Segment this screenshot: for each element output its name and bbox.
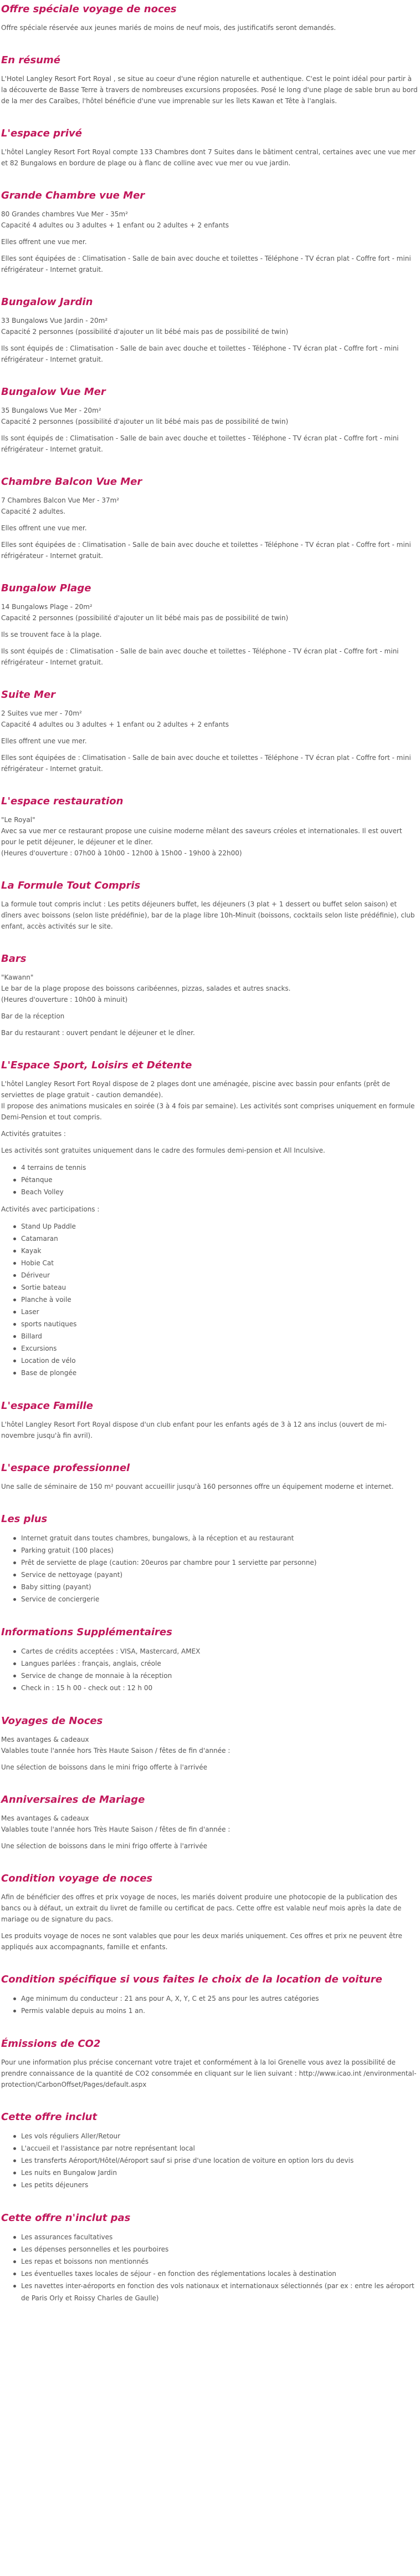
section-emissions-de-co2 xyxy=(1,2037,419,2090)
list-item: Les nuits en Bungalow Jardin xyxy=(13,2167,419,2179)
section-cette-offre-inclut xyxy=(1,2110,419,2191)
section-paragraph: Une sélection de boissons dans le mini frigo offerte à l'arrivée xyxy=(1,1763,208,1771)
section-bungalow-vue-mer xyxy=(1,385,419,455)
list-item: Cartes de crédits acceptées : VISA, Mastercard, AMEX xyxy=(13,1645,419,1657)
list-item: L'accueil et l'assistance par notre représentant local xyxy=(13,2142,419,2154)
list-item: Dériveur xyxy=(13,1269,419,1281)
section-l-espace-famille xyxy=(1,1399,419,1441)
section-paragraph: Ils sont équipés de : Climatisation - Salle de bain avec douche et toilettes - Téléphone - TV écran plat - Coffre fort - mini réfrigérateur - Internet gratuit. xyxy=(1,647,399,666)
section-suite-mer xyxy=(1,688,419,774)
bullet-list xyxy=(13,2130,419,2191)
section-paragraph: 7 Chambres Balcon Vue Mer - 37m² Capacité 2 adultes. xyxy=(1,496,120,515)
section-heading: Informations Supplémentaires xyxy=(1,1626,172,1638)
section-paragraph: Elles sont équipées de : Climatisation - Salle de bain avec douche et toilettes - Téléphone - TV écran plat - Coffre fort - mini réfrigérateur - Internet gratuit. xyxy=(1,754,411,773)
section-paragraph: Pour une information plus précise concernant votre trajet et conformément à la loi Grenelle vous avez la possibilité de prendre connaissance de la quantité de CO2 consommée en cliquant sur le lien suivant : http://www.icao.int /environmental-protection/CarbonOffset/Pages/default.aspx xyxy=(1,2058,417,2088)
section-heading: Condition voyage de noces xyxy=(1,1873,153,1884)
list-item: Les éventuelles taxes locales de séjour - en fonction des réglementations locales à destination xyxy=(13,2268,419,2280)
section-condition-voyage-de-noces xyxy=(1,1872,419,1953)
list-item: 4 terrains de tennis xyxy=(13,1162,419,1174)
section-heading: Anniversaires de Mariage xyxy=(1,1794,145,1806)
bullet-list xyxy=(13,1162,419,1198)
section-heading: Suite Mer xyxy=(1,689,56,701)
list-item: Location de vélo xyxy=(13,1355,419,1367)
section-heading: Bungalow Jardin xyxy=(1,296,93,308)
list-item: Laser xyxy=(13,1306,419,1318)
section-paragraph: Elles offrent une vue mer. xyxy=(1,524,87,532)
section-heading: L'espace Famille xyxy=(1,1400,93,1412)
section-paragraph: L'hôtel Langley Resort Fort Royal dispose de 2 plages dont une aménagée, piscine avec bassin pour enfants (prêt de serviettes de plage gratuit - caution demandée). Il propose des animations musicales en soirée (3 à 4 fois par semaine). Les activités sont comprises uniquement en formule Demi-Pension et tout compris. xyxy=(1,1080,415,1121)
section-offre-speciale-voyage-de-noces xyxy=(1,2,419,33)
section-paragraph: Mes avantages & cadeaux Valables toute l'année hors Très Haute Saison / fêtes de fin d'année : xyxy=(1,1814,231,1833)
section-condition-specifique-si-vous-faites-le-choix-de-la-location-de-voiture xyxy=(1,1972,419,2017)
list-item: sports nautiques xyxy=(13,1318,419,1330)
list-item: Prêt de serviette de plage (caution: 20euros par chambre pour 1 serviette par personne) xyxy=(13,1556,419,1569)
section-paragraph: 2 Suites vue mer - 70m² Capacité 4 adultes ou 3 adultes + 1 enfant ou 2 adultes + 2 enfants xyxy=(1,709,229,728)
list-item: Permis valable depuis au moins 1 an. xyxy=(13,2005,419,2017)
section-paragraph: Les activités sont gratuites uniquement dans le cadre des formules demi-pension et All Inculsive. xyxy=(1,1147,325,1154)
section-heading: Condition spécifique si vous faites le choix de la location de voiture xyxy=(1,1974,382,1985)
section-heading: Bungalow Plage xyxy=(1,582,91,594)
bullet-list xyxy=(13,1532,419,1605)
section-paragraph: Une salle de séminaire de 150 m² pouvant accueillir jusqu'à 160 personnes offre un équipement moderne et internet. xyxy=(1,1483,394,1490)
list-item: Billard xyxy=(13,1330,419,1342)
section-l-espace-prive xyxy=(1,126,419,169)
bullet-list xyxy=(13,1992,419,2017)
section-en-resume xyxy=(1,53,419,107)
section-heading: L'espace professionnel xyxy=(1,1462,130,1474)
list-item: Service de conciergerie xyxy=(13,1593,419,1605)
section-paragraph: Ils se trouvent face à la plage. xyxy=(1,631,102,638)
section-heading: Cette offre inclut xyxy=(1,2111,98,2123)
section-la-formule-tout-compris xyxy=(1,879,419,932)
section-bungalow-jardin xyxy=(1,295,419,365)
section-paragraph: Mes avantages & cadeaux Valables toute l'année hors Très Haute Saison / fêtes de fin d'année : xyxy=(1,1736,231,1754)
section-paragraph: Une sélection de boissons dans le mini frigo offerte à l'arrivée xyxy=(1,1842,208,1850)
section-paragraph: La formule tout compris inclut : Les petits déjeuners buffet, les déjeuners (3 plat + 1 dessert ou buffet selon saison) et dîners avec boissons (selon liste prédéfinie), bar de la plage libre 10h-Minuit (boissons, cocktails selon liste prédéfinie), club enfant, accès activités sur le site. xyxy=(1,900,415,930)
section-heading: L'Espace Sport, Loisirs et Détente xyxy=(1,1059,192,1071)
list-item: Internet gratuit dans toutes chambres, bungalows, à la réception et au restaurant xyxy=(13,1532,419,1544)
section-heading: Bars xyxy=(1,953,27,965)
section-heading: Grande Chambre vue Mer xyxy=(1,190,145,201)
section-paragraph: Ils sont équipés de : Climatisation - Salle de bain avec douche et toilettes - Téléphone - TV écran plat - Coffre fort - mini réfrigérateur - Internet gratuit. xyxy=(1,434,399,453)
list-item: Hobie Cat xyxy=(13,1257,419,1269)
list-item: Les assurances facultatives xyxy=(13,2231,419,2243)
section-paragraph: Activités avec participations : xyxy=(1,1205,100,1213)
list-item: Les vols réguliers Aller/Retour xyxy=(13,2130,419,2142)
list-item: Parking gratuit (100 places) xyxy=(13,1544,419,1556)
list-item: Service de change de monnaie à la réception xyxy=(13,1670,419,1682)
section-grande-chambre-vue-mer xyxy=(1,189,419,275)
section-anniversaires-de-mariage xyxy=(1,1793,419,1852)
section-heading: L'espace privé xyxy=(1,128,82,139)
list-item: Stand Up Paddle xyxy=(13,1220,419,1233)
section-paragraph: Elles offrent une vue mer. xyxy=(1,238,87,246)
bullet-list xyxy=(13,1220,419,1379)
list-item: Service de nettoyage (payant) xyxy=(13,1569,419,1581)
section-paragraph: L'Hotel Langley Resort Fort Royal , se situe au coeur d'une région naturelle et authentique. C'est le point idéal pour partir à la découverte de Basse Terre à travers de nombreuses excursions proposées. Posé le long d'une plage de sable brun au bord de la mer des Caraïbes, l'hôtel bénéficie d'une vue imprenable sur les îlets Kawan et Tête à l'anglais. xyxy=(1,75,418,105)
section-paragraph: Les produits voyage de noces ne sont valables que pour les deux mariés uniquement. Ces offres et prix ne peuvent être appliqués aux accompagnants, famille et enfants. xyxy=(1,1932,402,1951)
list-item: Sortie bateau xyxy=(13,1281,419,1294)
list-item: Les petits déjeuners xyxy=(13,2179,419,2191)
section-paragraph: Elles sont équipées de : Climatisation - Salle de bain avec douche et toilettes - Téléphone - TV écran plat - Coffre fort - mini réfrigérateur - Internet gratuit. xyxy=(1,255,411,273)
section-heading: Chambre Balcon Vue Mer xyxy=(1,476,142,488)
section-voyages-de-noces xyxy=(1,1714,419,1773)
section-paragraph: Bar du restaurant : ouvert pendant le déjeuner et le dîner. xyxy=(1,1029,195,1037)
bullet-list xyxy=(13,1645,419,1694)
section-bars xyxy=(1,952,419,1038)
list-item: Les dépenses personnelles et les pourboires xyxy=(13,2243,419,2255)
section-paragraph: Activités gratuites : xyxy=(1,1130,66,1138)
section-paragraph: Elles offrent une vue mer. xyxy=(1,737,87,745)
section-paragraph: Bar de la réception xyxy=(1,1012,65,1020)
section-heading: Voyages de Noces xyxy=(1,1715,103,1727)
section-chambre-balcon-vue-mer xyxy=(1,475,419,561)
section-paragraph: "Kawann" Le bar de la plage propose des boissons caribéennes, pizzas, salades et autres snacks. (Heures d'ouverture : 10h00 à minuit) xyxy=(1,973,291,1003)
section-l-espace-professionnel xyxy=(1,1461,419,1492)
list-item: Pétanque xyxy=(13,1174,419,1186)
section-paragraph: "Le Royal" Avec sa vue mer ce restaurant propose une cuisine moderne mêlant des saveurs créoles et internationales. Il est ouvert pour le petit déjeuner, le déjeuner et le dîner. (Heures d'ouverture : 07h00 à 10h00 - 12h00 à 15h00 - 19h00 à 22h00) xyxy=(1,816,402,857)
list-item: Beach Volley xyxy=(13,1186,419,1198)
section-informations-supplementaires xyxy=(1,1625,419,1694)
section-heading: Bungalow Vue Mer xyxy=(1,386,106,398)
list-item: Check in : 15 h 00 - check out : 12 h 00 xyxy=(13,1682,419,1694)
section-heading: La Formule Tout Compris xyxy=(1,880,141,891)
list-item: Langues parlées : français, anglais, créole xyxy=(13,1657,419,1670)
list-item: Baby sitting (payant) xyxy=(13,1581,419,1593)
section-heading: En résumé xyxy=(1,54,60,66)
section-heading: Émissions de CO2 xyxy=(1,2038,101,2050)
list-item: Kayak xyxy=(13,1245,419,1257)
list-item: Les repas et boissons non mentionnés xyxy=(13,2255,419,2268)
section-paragraph: Elles sont équipées de : Climatisation - Salle de bain avec douche et toilettes - Téléphone - TV écran plat - Coffre fort - mini réfrigérateur - Internet gratuit. xyxy=(1,541,411,560)
section-heading: Les plus xyxy=(1,1513,48,1525)
section-paragraph: 35 Bungalows Vue Mer - 20m² Capacité 2 personnes (possibilité d'ajouter un lit bébé mais pas de possibilité de twin) xyxy=(1,407,289,425)
section-bungalow-plage xyxy=(1,581,419,668)
section-l-espace-sport-loisirs-et-detente xyxy=(1,1058,419,1379)
list-item: Base de plongée xyxy=(13,1367,419,1379)
section-paragraph: L'hôtel Langley Resort Fort Royal dispose d'un club enfant pour les enfants agés de 3 à 12 ans inclus (ouvert de mi-novembre jusqu'à fin avril). xyxy=(1,1421,387,1439)
list-item: Planche à voile xyxy=(13,1294,419,1306)
section-heading: L'espace restauration xyxy=(1,795,124,807)
section-paragraph: 14 Bungalows Plage - 20m² Capacité 2 personnes (possibilité d'ajouter un lit bébé mais pas de possibilité de twin) xyxy=(1,603,289,622)
section-les-plus xyxy=(1,1512,419,1605)
section-heading: Offre spéciale voyage de noces xyxy=(1,3,177,15)
section-l-espace-restauration xyxy=(1,794,419,859)
section-paragraph: Offre spéciale réservée aux jeunes mariés de moins de neuf mois, des justificatifs seront demandés. xyxy=(1,24,336,32)
section-paragraph: L'hôtel Langley Resort Fort Royal compte 133 Chambres dont 7 Suites dans le bâtiment central, certaines avec une vue mer et 82 Bungalows en bordure de plage ou à flanc de colline avec vue mer ou vue jardin. xyxy=(1,148,416,167)
section-paragraph: Ils sont équipés de : Climatisation - Salle de bain avec douche et toilettes - Téléphone - TV écran plat - Coffre fort - mini réfrigérateur - Internet gratuit. xyxy=(1,344,399,363)
section-paragraph: 80 Grandes chambres Vue Mer - 35m² Capacité 4 adultes ou 3 adultes + 1 enfant ou 2 adultes + 2 enfants xyxy=(1,210,229,229)
list-item: Excursions xyxy=(13,1342,419,1355)
list-item: Catamaran xyxy=(13,1233,419,1245)
section-heading: Cette offre n'inclut pas xyxy=(1,2212,131,2224)
list-item: Les transferts Aéroport/Hôtel/Aéroport sauf si prise d'une location de voiture en option lors du devis xyxy=(13,2154,419,2167)
section-cette-offre-n-inclut-pas xyxy=(1,2211,419,2304)
list-item: Age minimum du conducteur : 21 ans pour A, X, Y, C et 25 ans pour les autres catégories xyxy=(13,1992,419,2005)
section-paragraph: 33 Bungalows Vue Jardin - 20m² Capacité 2 personnes (possibilité d'ajouter un lit bébé mais pas de possibilité de twin) xyxy=(1,317,289,336)
list-item: Les navettes inter-aéroports en fonction des vols nationaux et internationaux sélectionnés (par ex : entre les aéroport de Paris Orly et Roissy Charles de Gaulle) xyxy=(13,2280,419,2304)
section-paragraph: Afin de bénéficier des offres et prix voyage de noces, les mariés doivent produire une photocopie de la publication des bancs ou à défaut, un extrait du livret de famille ou certificat de pacs. Cette offre est valable neuf mois après la date de mariage ou de signature du pacs. xyxy=(1,1893,402,1923)
bullet-list xyxy=(13,2231,419,2304)
